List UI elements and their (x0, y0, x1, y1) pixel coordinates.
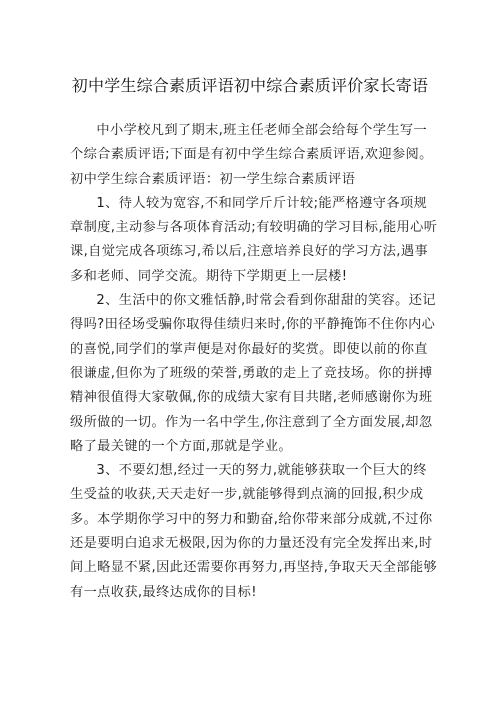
document-title: 初中学生综合素质评语初中综合素质评价家长寄语 (71, 75, 429, 95)
intro-paragraph: 中小学校凡到了期末,班主任老师全部会给每个学生写一个综合素质评语;下面是有初中学生综合素质评语,欢迎参阅。初中学生综合素质评语：初一学生综合素质评语 (70, 123, 433, 187)
comment-paragraph-3: 3、不要幻想,经过一天的努力,就能够获取一个巨大的终生受益的收获,天天走好一步,就能够得到点滴的回报,积少成多。本学期你学习中的努力和勤奋,给你带来部分成就,不过你还是要明白追求无极限,因为你的力量还没有完全发挥出来,时间上略显不紧,因此还需要你再努力,再坚持,争取天天全部能够有一点收获,最终达成你的目标! (70, 463, 438, 600)
comment-paragraph-2: 2、生活中的你文雅恬静,时常会看到你甜甜的笑容。还记得吗?田径场受骗你取得佳绩归来时,你的平静掩饰不住你内心的喜悦,同学们的掌声便是对你最好的奖赏。即使以前的你直很谦虚,但你为了班级的荣誉,勇敢的走上了竞技场。你的拼搏精神很值得大家敬佩,你的成绩大家有目共睹,老师感谢你为班级所做的一切。作为一名中学生,你注意到了全方面发展,却忽略了最关键的一个方面,那就是学业。 (70, 293, 436, 454)
document-body (70, 119, 438, 605)
comment-paragraph-1: 1、待人较为宽容,不和同学斤斤计较;能严格遵守各项规章制度,主动参与各项体育活动;有较明确的学习目标,能用心听课,自觉完成各项练习,希以后,注意培养良好的学习方法,遇事多和老师、同学交流。期待下学期更上一层楼! (70, 195, 438, 284)
